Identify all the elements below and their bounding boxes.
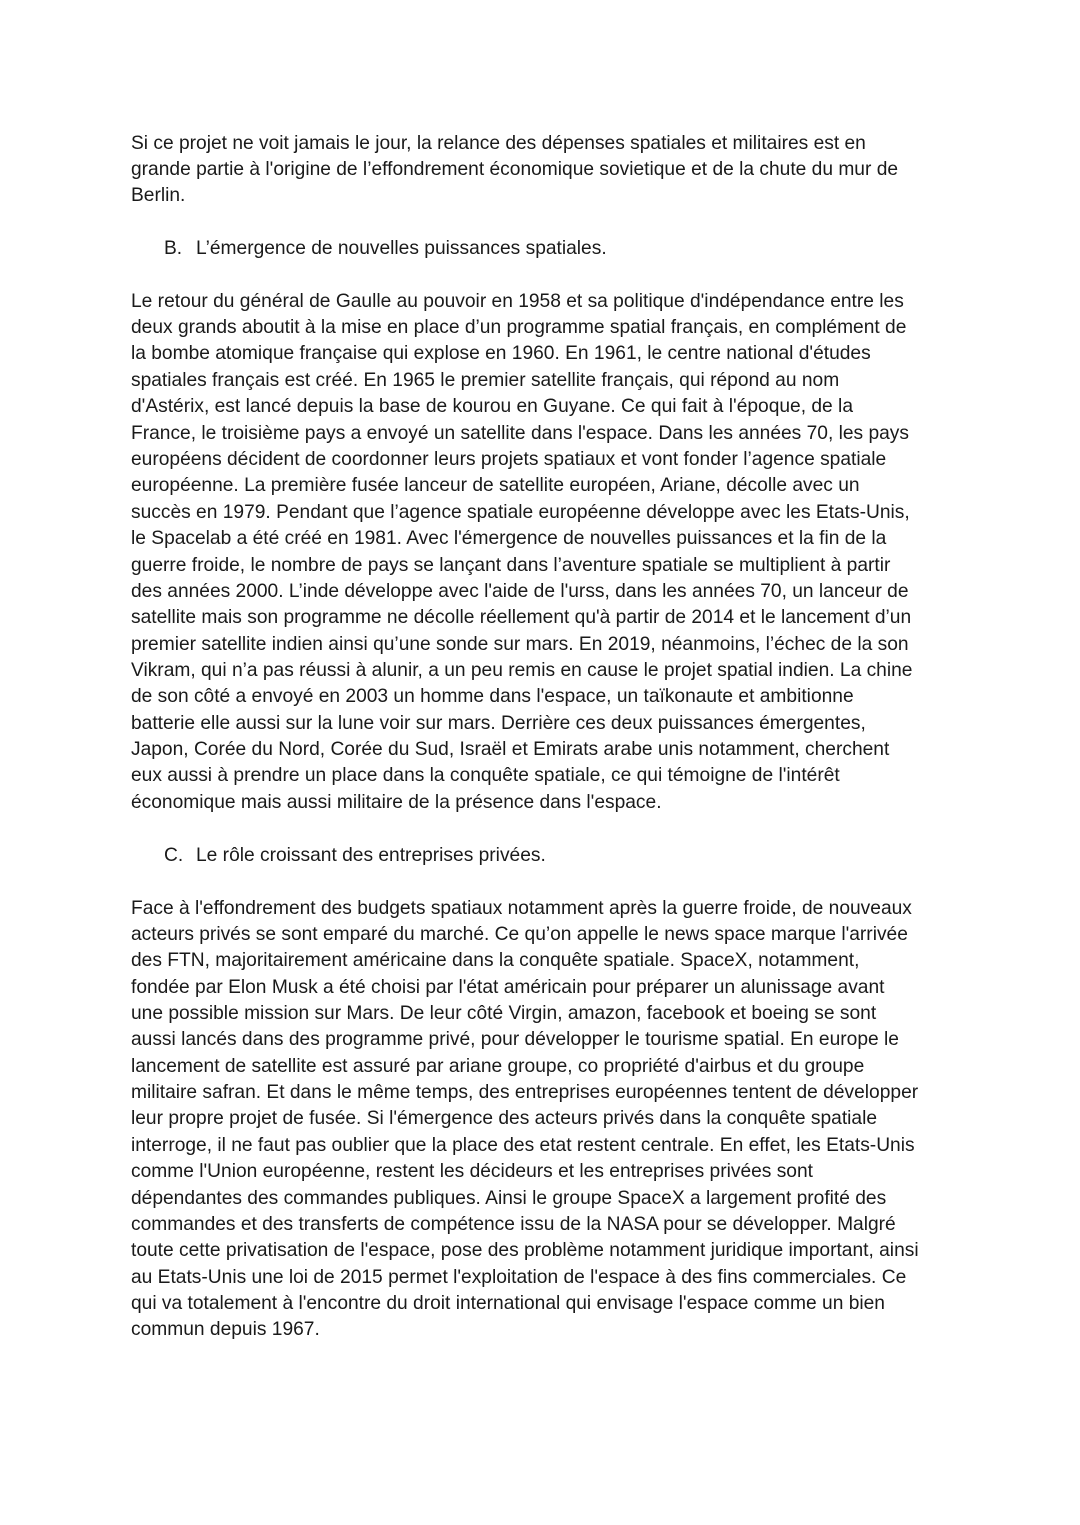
- text-line: comme l'Union européenne, restent les décideurs et les entreprises privées sont: [131, 1161, 813, 1182]
- text-line: batterie elle aussi sur la lune voir sur mars. Derrière ces deux puissances émergentes,: [131, 713, 866, 734]
- text-line: toute cette privatisation de l'espace, pose des problème notamment juridique important, ainsi: [131, 1240, 919, 1261]
- text-line: lancement de satellite est assuré par ariane groupe, co propriété d'airbus et du groupe: [131, 1056, 865, 1077]
- text-line: Si ce projet ne voit jamais le jour, la relance des dépenses spatiales et militaires est en: [131, 133, 866, 154]
- text-line: Face à l'effondrement des budgets spatiaux notamment après la guerre froide, de nouveaux: [131, 898, 912, 919]
- text-line: Japon, Corée du Nord, Corée du Sud, Israël et Emirats arabe unis notamment, cherchent: [131, 739, 890, 760]
- section-heading-b: [164, 236, 607, 262]
- text-line: européenne. La première fusée lanceur de satellite européen, Ariane, décolle avec un: [131, 475, 860, 496]
- text-line: Vikram, qui n’a pas réussi à alunir, a un peu remis en cause le projet spatial indien. La chine: [131, 660, 913, 681]
- text-line: dépendantes des commandes publiques. Ainsi le groupe SpaceX a largement profité des: [131, 1188, 887, 1209]
- text-line: Berlin.: [131, 185, 186, 206]
- text-line: guerre froide, le nombre de pays se lançant dans l’aventure spatiale se multiplient à partir: [131, 555, 891, 576]
- text-line: succès en 1979. Pendant que l’agence spatiale européenne développe avec les Etats-Unis,: [131, 502, 910, 523]
- text-line: d'Astérix, est lancé depuis la base de kourou en Guyane. Ce qui fait à l'époque, de la: [131, 396, 853, 417]
- text-line: Le retour du général de Gaulle au pouvoir en 1958 et sa politique d'indépendance entre les: [131, 291, 904, 312]
- text-line: grande partie à l'origine de l’effondrement économique sovietique et de la chute du mur de: [131, 159, 899, 180]
- section-heading-c: [164, 843, 546, 869]
- text-line: eux aussi à prendre un place dans la conquête spatiale, ce qui témoigne de l'intérêt: [131, 765, 840, 786]
- text-line: commandes et des transferts de compétence issu de la NASA pour se développer. Malgré: [131, 1214, 896, 1235]
- text-line: commun depuis 1967.: [131, 1319, 320, 1340]
- section-letter: B.: [164, 238, 183, 259]
- text-line: leur propre projet de fusée. Si l'émergence des acteurs privés dans la conquête spatiale: [131, 1108, 878, 1129]
- text-line: aussi lancés dans des programme privé, pour développer le tourisme spatial. En europe le: [131, 1029, 899, 1050]
- text-line: acteurs privés se sont emparé du marché. Ce qu’on appelle le news space marque l'arrivée: [131, 924, 908, 945]
- text-line: spatiales français est créé. En 1965 le premier satellite français, qui répond au nom: [131, 370, 840, 391]
- text-line: européens décident de coordonner leurs projets spatiaux et vont fonder l’agence spatiale: [131, 449, 887, 470]
- text-line: deux grands aboutit à la mise en place d’un programme spatial français, en complément de: [131, 317, 907, 338]
- text-line: militaire safran. Et dans le même temps, des entreprises européennes tentent de développer: [131, 1082, 919, 1103]
- text-line: une possible mission sur Mars. De leur côté Virgin, amazon, facebook et boeing se sont: [131, 1003, 877, 1024]
- text-line: fondée par Elon Musk a été choisi par l'état américain pour préparer un alunissage avant: [131, 977, 885, 998]
- text-line: des FTN, majoritairement américaine dans la conquête spatiale. SpaceX, notamment,: [131, 950, 860, 971]
- text-line: de son côté a envoyé en 2003 un homme dans l'espace, un taïkonaute et ambitionne: [131, 686, 854, 707]
- text-line: interroge, il ne faut pas oublier que la place des etat restent centrale. En effet, les Etats-Unis: [131, 1135, 915, 1156]
- text-line: la bombe atomique française qui explose en 1960. En 1961, le centre national d'études: [131, 343, 871, 364]
- section-title: L’émergence de nouvelles puissances spatiales.: [196, 238, 607, 259]
- text-line: le Spacelab a été créé en 1981. Avec l'émergence de nouvelles puissances et la fin de la: [131, 528, 887, 549]
- section-letter: C.: [164, 845, 184, 866]
- text-line: France, le troisième pays a envoyé un satellite dans l'espace. Dans les années 70, les pays: [131, 423, 909, 444]
- text-line: au Etats-Unis une loi de 2015 permet l'exploitation de l'espace à des fins commerciales. Ce: [131, 1267, 907, 1288]
- section-title: Le rôle croissant des entreprises privées.: [196, 845, 546, 866]
- text-line: qui va totalement à l'encontre du droit international qui envisage l'espace comme un bien: [131, 1293, 885, 1314]
- text-line: des années 2000. L’inde développe avec l'aide de l'urss, dans les années 70, un lanceur de: [131, 581, 909, 602]
- text-line: satellite mais son programme ne décolle réellement qu'à partir de 2014 et le lancement d’un: [131, 607, 912, 628]
- text-line: premier satellite indien ainsi qu’une sonde sur mars. En 2019, néanmoins, l’échec de la son: [131, 634, 909, 655]
- text-line: économique mais aussi militaire de la présence dans l'espace.: [131, 792, 662, 813]
